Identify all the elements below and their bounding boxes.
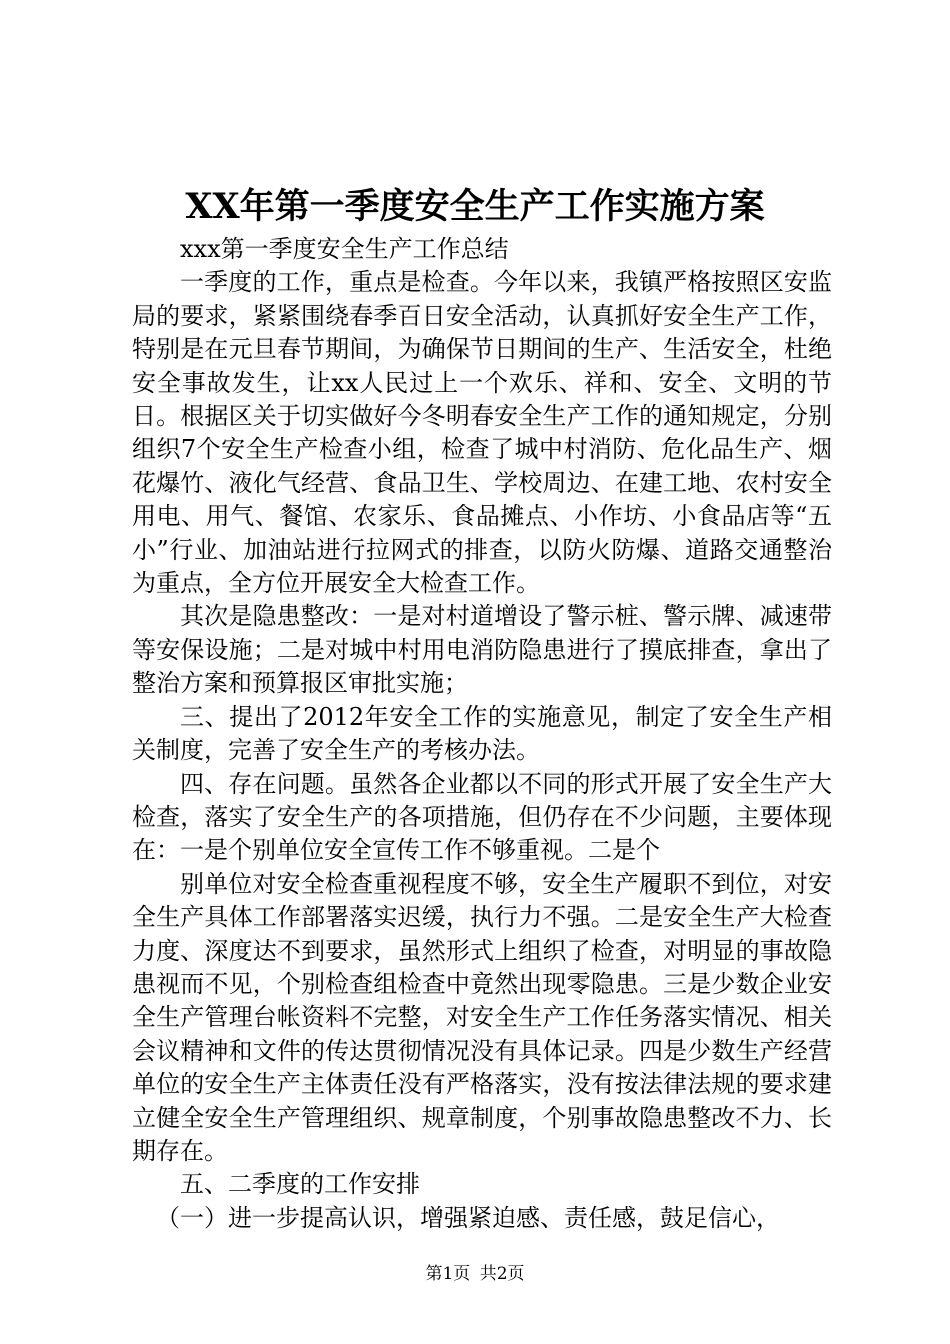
paragraph-problems-continued: 别单位对安全检查重视程度不够，安全生产履职不到位，对安全生产具体工作部署落实迟缓，执行力不强。二是安全生产大检查力度、深度达不到要求，虽然形式上组织了检查，对明显的事故隐患视而不见，个别检查组检查中竟然出现零隐患。三是少数企业安全生产管理台帐资料不完整，对安全生产工作任务落实情况、相关会议精神和文件的传达贯彻情况没有具体记录。四是少数生产经营单位的安全生产主体责任没有严格落实，没有按法律法规的要求建立健全安全生产管理组织、规章制度，个别事故隐患整改不力、长期存在。 [132,869,832,1165]
page-total: 共2页 [479,1264,525,1284]
document-title: XX年第一季度安全生产工作实施方案 [185,186,765,227]
paragraph-existing-problems: 四、存在问题。虽然各企业都以不同的形式开展了安全生产大检查，落实了安全生产的各项措施，但仍存在不少问题，主要体现在：一是个别单位安全宣传工作不够重视。二是个 [132,769,832,865]
paragraph-q2-plan-heading: 五、二季度的工作安排 [180,1170,420,1199]
page-footer [0,1262,950,1286]
paragraph-q2-item-1: （一）进一步提高认识，增强紧迫感、责任感，鼓足信心， [156,1203,780,1232]
paragraph-hazard-rectification: 其次是隐患整改：一是对村道增设了警示桩、警示牌、减速带等安保设施；二是对城中村用电消防隐患进行了摸底排查，拿出了整治方案和预算报区审批实施； [132,602,832,698]
document-body [132,233,832,1235]
paragraph-2012-opinion: 三、提出了2012年安全工作的实施意见，制定了安全生产相关制度，完善了安全生产的考核办法。 [132,702,832,765]
paragraph-q1-work: 一季度的工作，重点是检查。今年以来，我镇严格按照区安监局的要求，紧紧围绕春季百日安全活动，认真抓好安全生产工作，特别是在元旦春节期间，为确保节日期间的生产、生活安全，杜绝安全事故发生，让xx人民过上一个欢乐、祥和、安全、文明的节日。根据区关于切实做好今冬明春安全生产工作的通知规定，分别组织7个安全生产检查小组，检查了城中村消防、危化品生产、烟花爆竹、液化气经营、食品卫生、学校周边、在建工地、农村安全用电、用气、餐馆、农家乐、食品摊点、小作坊、小食品店等“五小”行业、加油站进行拉网式的排查，以防火防爆、道路交通整治为重点，全方位开展安全大检查工作。 [132,268,832,598]
page-number: 第1页 [425,1264,471,1284]
paragraph-summary-heading: xxx第一季度安全生产工作总结 [180,235,509,263]
